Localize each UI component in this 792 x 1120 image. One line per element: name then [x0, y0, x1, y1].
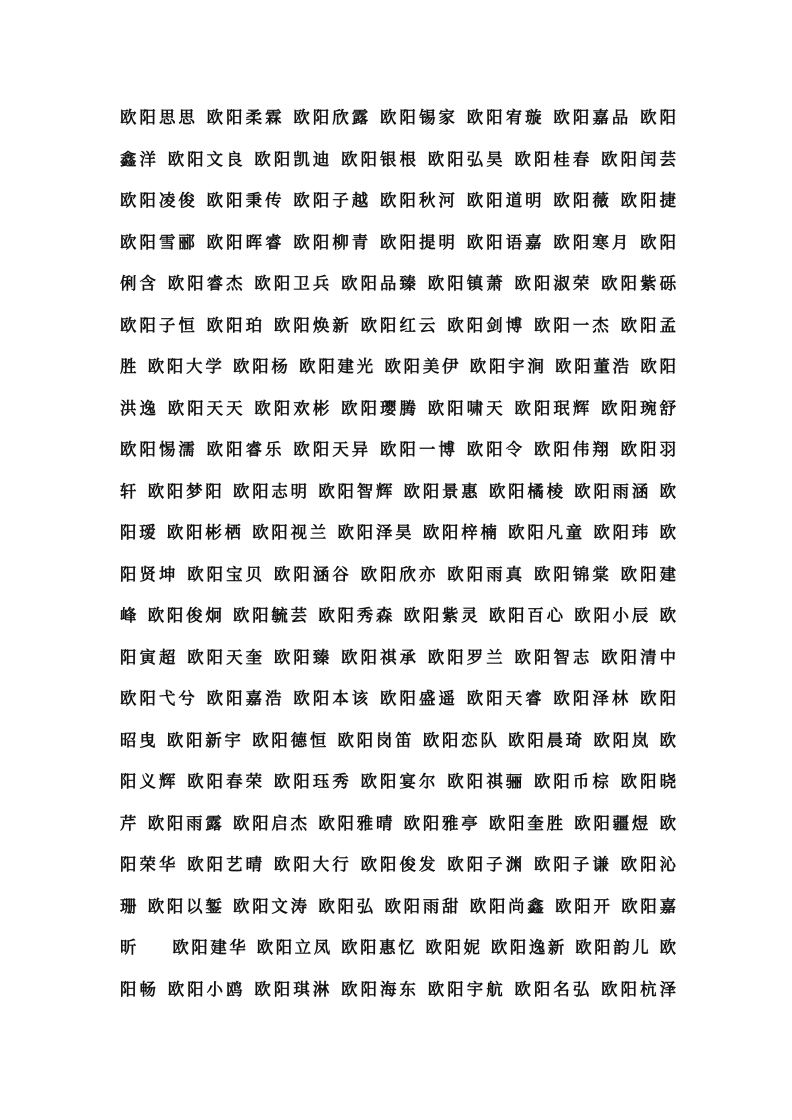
text-line: 昕 欧阳建华 欧阳立凤 欧阳惠忆 欧阳妮 欧阳逸新 欧阳韵儿 欧: [120, 938, 676, 957]
text-line: 珊 欧阳以錾 欧阳文涛 欧阳弘 欧阳雨甜 欧阳尚鑫 欧阳开 欧阳嘉: [120, 896, 676, 916]
text-line: 欧阳思思 欧阳柔霖 欧阳欣露 欧阳锡家 欧阳宥璇 欧阳嘉品 欧阳: [120, 108, 676, 127]
text-line: 洪逸 欧阳天天 欧阳欢彬 欧阳璎腾 欧阳啸天 欧阳珉辉 欧阳琬舒: [120, 398, 676, 418]
text-line: 欧阳弋兮 欧阳嘉浩 欧阳本该 欧阳盛遥 欧阳天睿 欧阳泽林 欧阳: [120, 689, 676, 708]
text-line: 芹 欧阳雨露 欧阳启杰 欧阳雅晴 欧阳雅亭 欧阳奎胜 欧阳疆煜 欧: [120, 813, 676, 833]
name-list-body: [120, 103, 676, 1016]
text-line: 欧阳子恒 欧阳珀 欧阳焕新 欧阳红云 欧阳剑博 欧阳一杰 欧阳孟: [120, 315, 676, 335]
text-line: 胜 欧阳大学 欧阳杨 欧阳建光 欧阳美伊 欧阳宇涧 欧阳董浩 欧阳: [120, 357, 676, 376]
text-line: 阳瑷 欧阳彬栖 欧阳视兰 欧阳泽昊 欧阳梓楠 欧阳凡童 欧阳玮 欧: [120, 523, 676, 542]
text-line: 阳贤坤 欧阳宝贝 欧阳涵谷 欧阳欣亦 欧阳雨真 欧阳锦棠 欧阳建: [120, 564, 676, 584]
text-line: 俐含 欧阳睿杰 欧阳卫兵 欧阳品臻 欧阳镇萧 欧阳淑荣 欧阳紫砾: [120, 274, 676, 293]
text-line: 峰 欧阳俊炯 欧阳毓芸 欧阳秀森 欧阳紫灵 欧阳百心 欧阳小辰 欧: [120, 606, 676, 625]
text-line: 鑫洋 欧阳文良 欧阳凯迪 欧阳银根 欧阳弘昊 欧阳桂春 欧阳闰芸: [120, 149, 676, 169]
text-line: 欧阳惕濡 欧阳睿乐 欧阳天异 欧阳一博 欧阳令 欧阳伟翔 欧阳羽: [120, 440, 676, 459]
text-line: 阳义辉 欧阳春荣 欧阳珏秀 欧阳宴尔 欧阳祺骊 欧阳币棕 欧阳晓: [120, 772, 676, 791]
text-line: 轩 欧阳梦阳 欧阳志明 欧阳智辉 欧阳景惠 欧阳橘棱 欧阳雨涵 欧: [120, 481, 676, 501]
text-line: 欧阳雪郦 欧阳晖睿 欧阳柳青 欧阳提明 欧阳语嘉 欧阳寒月 欧阳: [120, 232, 676, 252]
text-line: 欧阳凌俊 欧阳秉传 欧阳子越 欧阳秋河 欧阳道明 欧阳薇 欧阳捷: [120, 191, 676, 210]
text-line: 阳畅 欧阳小鸥 欧阳琪淋 欧阳海东 欧阳宇航 欧阳名弘 欧阳杭泽: [120, 979, 676, 999]
text-line: 阳寅超 欧阳天奎 欧阳臻 欧阳祺承 欧阳罗兰 欧阳智志 欧阳清中: [120, 647, 676, 667]
text-line: 阳荣华 欧阳艺晴 欧阳大行 欧阳俊发 欧阳子渊 欧阳子谦 欧阳沁: [120, 855, 676, 874]
text-line: 昭曳 欧阳新宇 欧阳德恒 欧阳岗笛 欧阳恋队 欧阳晨琦 欧阳岚 欧: [120, 730, 676, 750]
